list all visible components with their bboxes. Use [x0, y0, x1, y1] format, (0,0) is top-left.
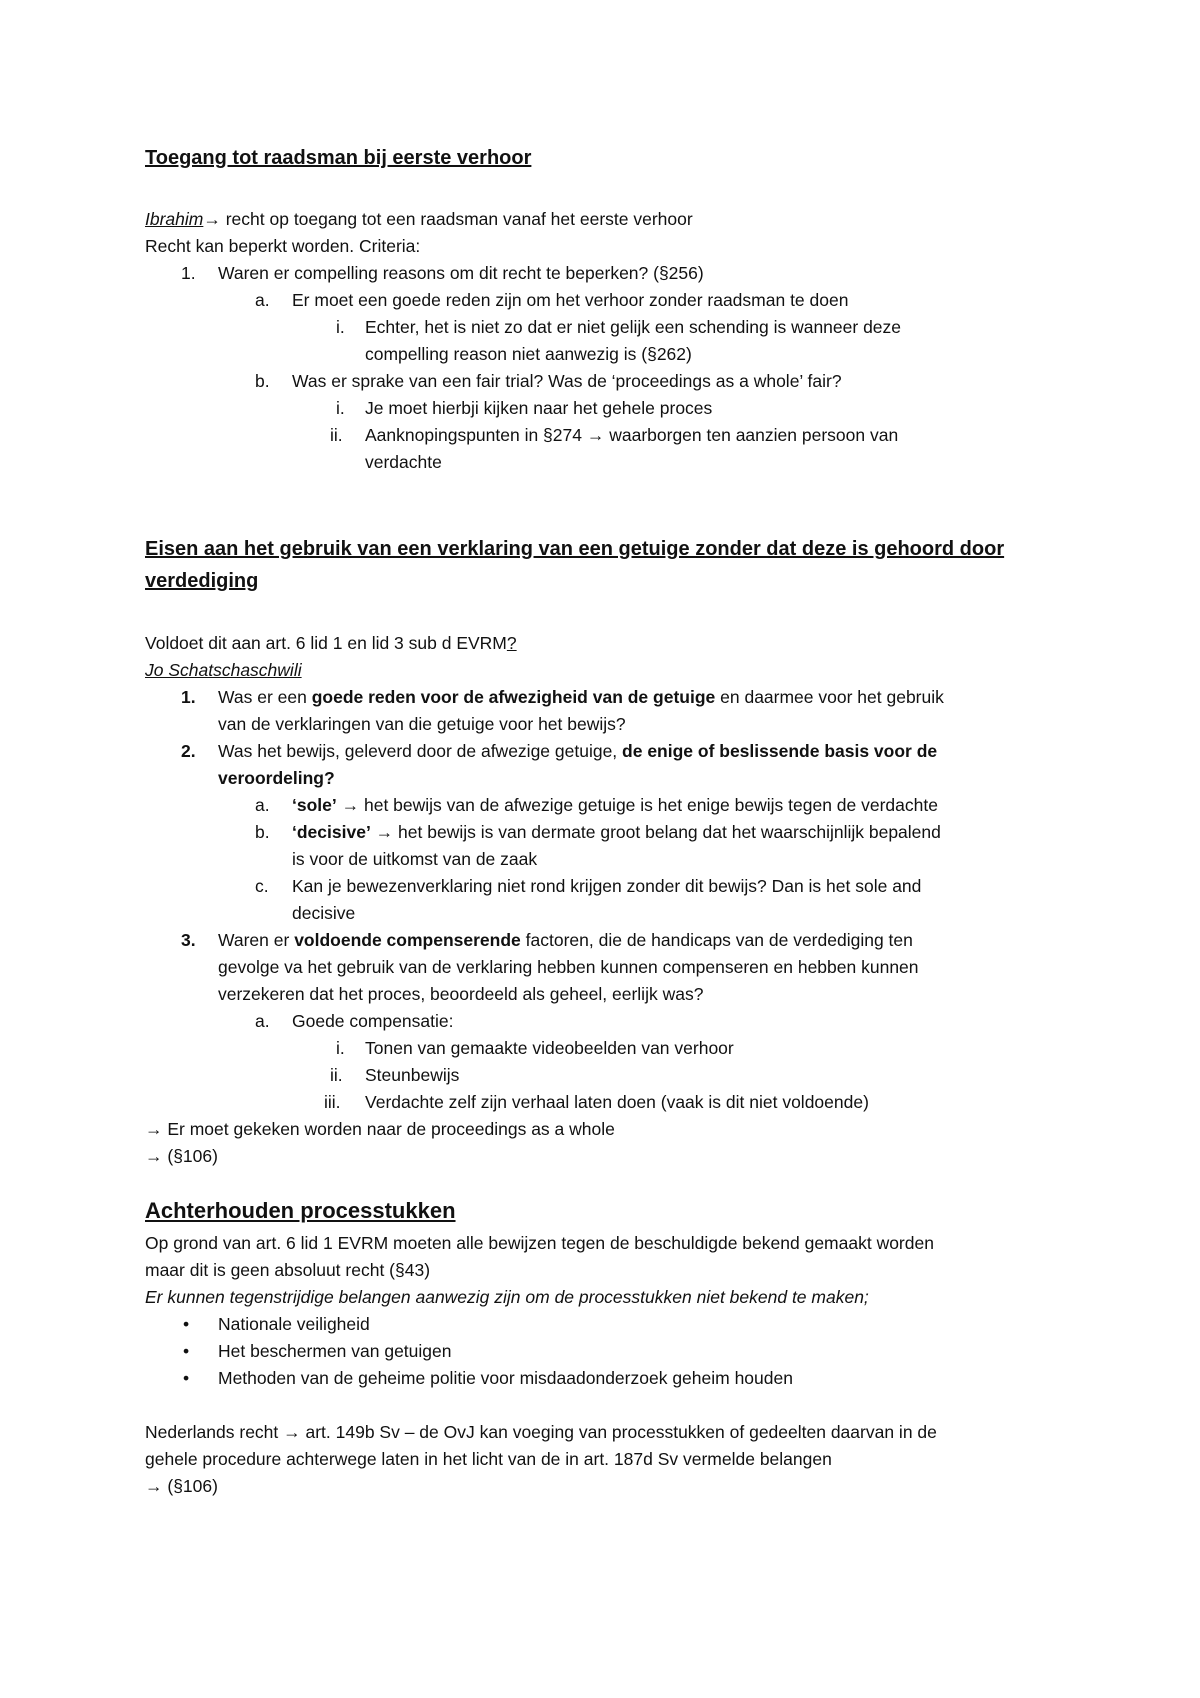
- list-letter: a.: [255, 795, 270, 815]
- list-letter: c.: [255, 876, 269, 896]
- list-item: Methoden van de geheime politie voor misdaadonderzoek geheim houden: [218, 1368, 793, 1388]
- reference-line: → (§106): [145, 1476, 218, 1496]
- paragraph-line: Voldoet dit aan art. 6 lid 1 en lid 3 sub d EVRM?: [145, 633, 517, 653]
- list-number: 3.: [181, 930, 196, 950]
- list-roman: ii.: [330, 425, 343, 445]
- paragraph-line: gehele procedure achterwege laten in het licht van de in art. 187d Sv vermelde belangen: [145, 1449, 832, 1469]
- paragraph-line: → Er moet gekeken worden naar de proceedings as a whole: [145, 1119, 615, 1139]
- list-item-continued: is voor de uitkomst van de zaak: [292, 849, 538, 869]
- bullet-icon: •: [183, 1368, 190, 1388]
- list-item: Waren er compelling reasons om dit recht te beperken? (§256): [218, 263, 704, 283]
- list-item: Waren er voldoende compenserende factoren, die de handicaps van de verdediging ten: [218, 930, 913, 950]
- section-heading-continued: verdediging: [145, 570, 259, 592]
- paragraph-line: maar dit is geen absoluut recht (§43): [145, 1260, 431, 1280]
- list-item: ‘decisive’ → het bewijs is van dermate groot belang dat het waarschijnlijk bepalend: [292, 822, 941, 842]
- list-item: Was er een goede reden voor de afwezigheid van de getuige en daarmee voor het gebruik: [218, 687, 944, 707]
- list-item: Goede compensatie:: [292, 1011, 454, 1031]
- list-letter: b.: [255, 371, 270, 391]
- list-item: Er moet een goede reden zijn om het verhoor zonder raadsman te doen: [292, 290, 849, 310]
- arrow-icon: →: [203, 209, 221, 229]
- section-heading: Toegang tot raadsman bij eerste verhoor: [145, 147, 532, 169]
- list-roman: i.: [336, 398, 345, 418]
- section-heading: Achterhouden processtukken: [145, 1198, 456, 1223]
- list-roman: ii.: [330, 1065, 343, 1085]
- list-item-continued: verdachte: [365, 452, 442, 472]
- list-item-continued: veroordeling?: [218, 768, 335, 788]
- list-item: Was het bewijs, geleverd door de afwezige getuige, de enige of beslissende basis voor de: [218, 741, 938, 761]
- list-number: 1.: [181, 687, 196, 707]
- list-item-continued: van de verklaringen van die getuige voor het bewijs?: [218, 714, 626, 734]
- paragraph-line: Er kunnen tegenstrijdige belangen aanwezig zijn om de processtukken niet bekend te maken;: [145, 1287, 869, 1307]
- list-item: Was er sprake van een fair trial? Was de ‘proceedings as a whole’ fair?: [292, 371, 842, 391]
- list-number: 1.: [181, 263, 196, 283]
- list-item: Nationale veiligheid: [218, 1314, 370, 1334]
- section-heading: Eisen aan het gebruik van een verklaring van een getuige zonder dat deze is gehoord door: [145, 538, 1005, 560]
- list-item: Steunbewijs: [365, 1065, 460, 1085]
- list-item-continued: gevolge va het gebruik van de verklaring hebben kunnen compenseren en hebben kunnen: [218, 957, 919, 977]
- list-roman: i.: [336, 1038, 345, 1058]
- list-item: Het beschermen van getuigen: [218, 1341, 452, 1361]
- paragraph-line: Recht kan beperkt worden. Criteria:: [145, 236, 421, 256]
- list-letter: a.: [255, 290, 270, 310]
- bullet-icon: •: [183, 1341, 190, 1361]
- paragraph-line: Op grond van art. 6 lid 1 EVRM moeten alle bewijzen tegen de beschuldigde bekend gemaakt worden: [145, 1233, 934, 1253]
- list-letter: a.: [255, 1011, 270, 1031]
- arrow-icon: →: [336, 795, 364, 815]
- paragraph-line: Ibrahim→ recht op toegang tot een raadsman vanaf het eerste verhoor: [145, 209, 693, 229]
- list-item: ‘sole’ → het bewijs van de afwezige getuige is het enige bewijs tegen de verdachte: [292, 795, 938, 815]
- list-item-continued: verzekeren dat het proces, beoordeeld als geheel, eerlijk was?: [218, 984, 704, 1004]
- case-name: Jo Schatschaschwili: [145, 660, 302, 680]
- case-name: Ibrahim: [145, 209, 204, 229]
- list-item-continued: compelling reason niet aanwezig is (§262): [365, 344, 692, 364]
- arrow-icon: →: [370, 822, 399, 842]
- list-item: Je moet hierbji kijken naar het gehele proces: [365, 398, 713, 418]
- list-item: Aanknopingspunten in §274 → waarborgen ten aanzien persoon van: [365, 425, 899, 445]
- arrow-icon: →: [586, 425, 605, 445]
- list-item: Echter, het is niet zo dat er niet gelijk een schending is wanneer deze: [365, 317, 902, 337]
- list-roman: iii.: [324, 1092, 341, 1112]
- bullet-icon: •: [183, 1314, 190, 1334]
- list-roman: i.: [336, 317, 345, 337]
- list-item: Tonen van gemaakte videobeelden van verhoor: [365, 1038, 734, 1058]
- list-item-continued: decisive: [292, 903, 356, 923]
- paragraph-line: Nederlands recht → art. 149b Sv – de OvJ kan voeging van processtukken of gedeelten daarvan in de: [145, 1422, 937, 1442]
- reference-line: → (§106): [145, 1146, 218, 1166]
- list-letter: b.: [255, 822, 270, 842]
- list-item: Verdachte zelf zijn verhaal laten doen (vaak is dit niet voldoende): [365, 1092, 869, 1112]
- list-number: 2.: [181, 741, 196, 761]
- list-item: Kan je bewezenverklaring niet rond krijgen zonder dit bewijs? Dan is het sole and: [292, 876, 922, 896]
